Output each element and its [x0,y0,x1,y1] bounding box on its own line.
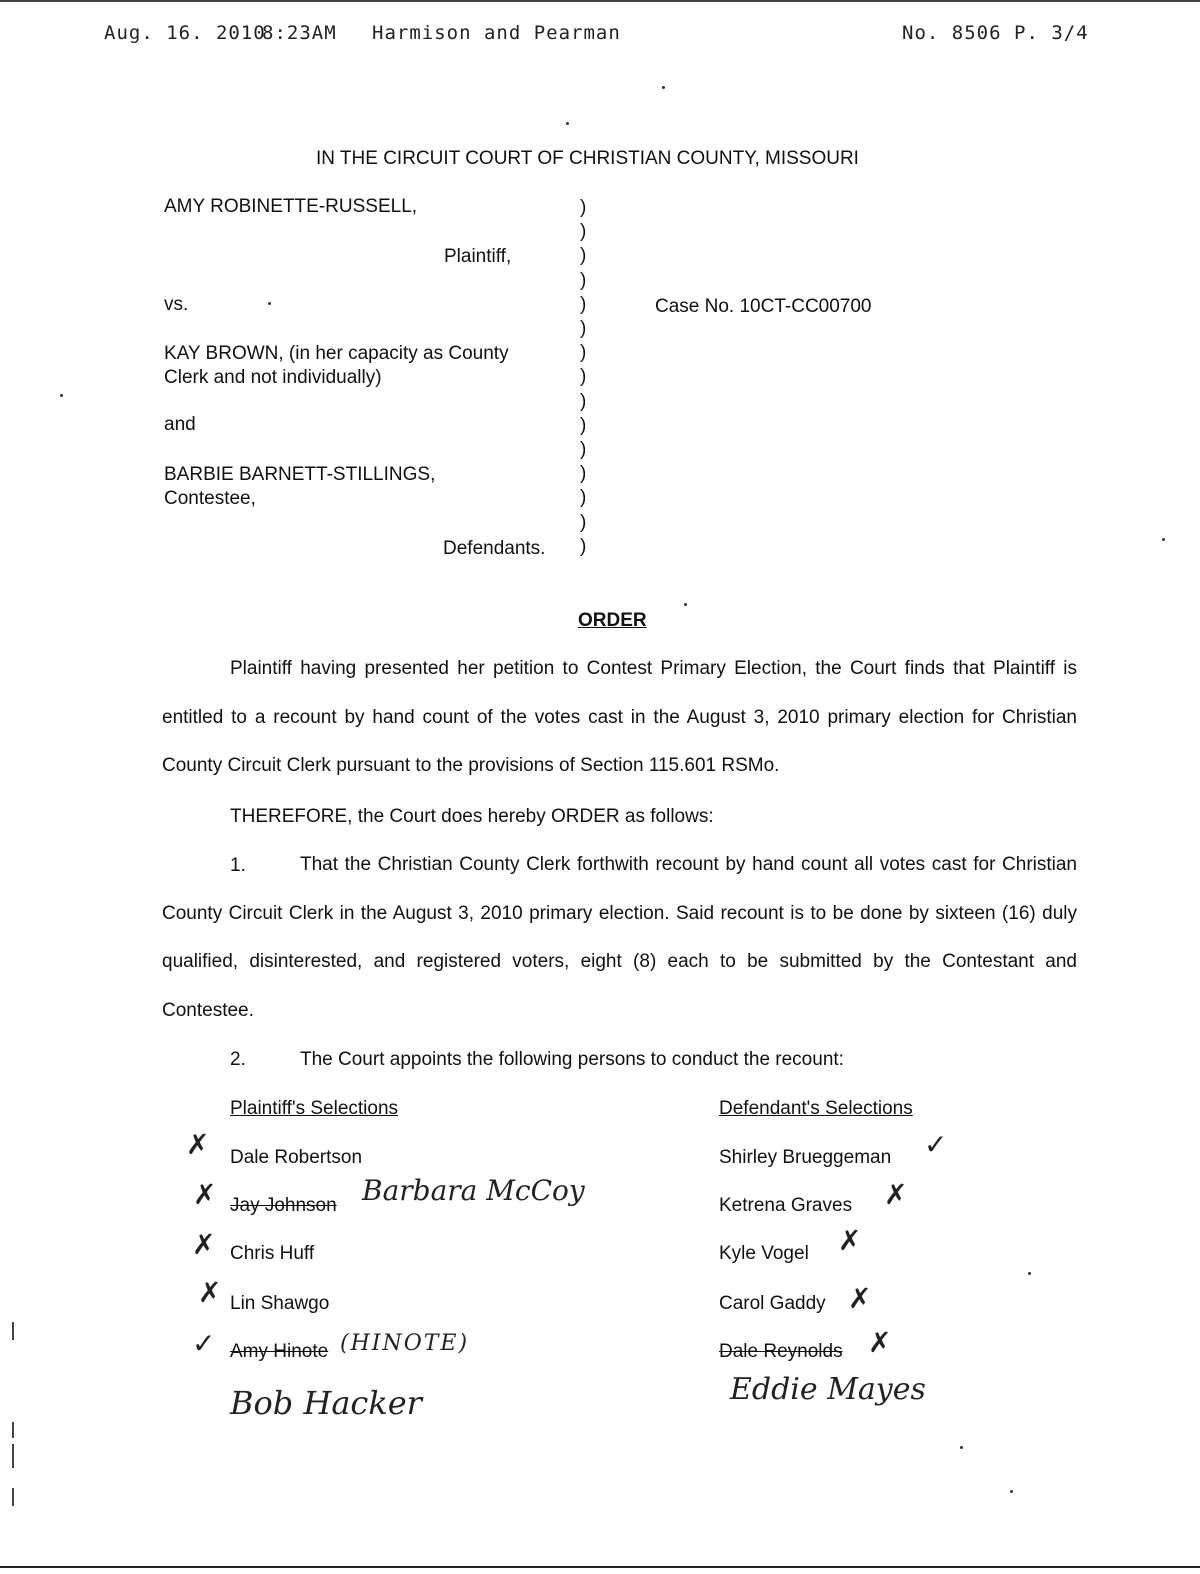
plaintiff-role: Plaintiff, [444,246,512,267]
versus-label: vs. [164,294,189,315]
plaintiff-selections-heading: Plaintiff's Selections [230,1098,399,1119]
item2-text: The Court appoints the following persons to conduct the recount: [300,1049,844,1070]
scan-speck [566,122,569,125]
caption-parenthesis-column: ) ) ) ) ) ) ) ) ) ) ) ) ) ) ) [580,197,587,557]
fax-number: No. 8506 [902,22,1002,44]
fax-date: Aug. 16. 2010 [104,22,266,44]
plaintiff-5-name: Amy Hinote [230,1341,329,1362]
item1-text: That the Christian County Clerk forthwith recount by hand count all votes cast for Christian County Circuit Clerk in the August 3, 2010 primary election. Said recount is to be done by sixteen (16) duly qualified, disinterested, and registered voters, eight (8) each to be submitted by the Contestant and Contestee. [162,854,1077,1021]
scan-top-border [0,0,1200,2]
scan-edge-mark [12,1322,14,1340]
plaintiff-4-name: Lin Shawgo [230,1293,330,1314]
scan-speck [662,86,665,89]
plaintiff-3-mark: ✗ [192,1228,216,1261]
order-heading: ORDER [578,610,647,631]
therefore-line: THEREFORE, the Court does hereby ORDER as follows: [230,806,714,827]
defendant-1-mark: ✓ [924,1128,948,1161]
defendant-1-name: Shirley Brueggeman [719,1147,892,1168]
plaintiff-added-handwritten: Bob Hacker [230,1384,422,1422]
scan-speck [1028,1272,1031,1275]
fax-sender: Harmison and Pearman [372,22,621,44]
scan-speck [268,302,271,305]
defendant2-role: Contestee, [164,488,256,509]
plaintiff-2-mark: ✗ [193,1178,217,1211]
defendants-label: Defendants. [443,538,546,559]
defendant-selections-heading: Defendant's Selections [719,1098,913,1119]
plaintiff-5-note-handwritten: (HINOTE) [340,1331,470,1356]
plaintiff-2-replacement-handwritten: Barbara McCoy [362,1174,585,1207]
scan-speck [684,603,687,606]
defendant-2-name: Ketrena Graves [719,1195,853,1216]
scan-speck [60,394,63,397]
plaintiff-2-name: Jay Johnson [230,1195,337,1216]
defendant1-line1: KAY BROWN, (in her capacity as County [164,343,509,364]
plaintiff-1-name: Dale Robertson [230,1147,363,1168]
plaintiff-4-mark: ✗ [198,1276,222,1309]
court-title: IN THE CIRCUIT COURT OF CHRISTIAN COUNTY, MISSOURI [316,148,859,169]
conjunction-and: and [164,414,196,435]
defendant-4-name: Carol Gaddy [719,1293,826,1314]
finding-paragraph: Plaintiff having presented her petition to Contest Primary Election, the Court finds that Plaintiff is entitled to a recount by hand count of the votes cast in the August 3, 2010 primary election for Christian County Circuit Clerk pursuant to the provisions of Section 115.601 RSMo. [162,658,1077,776]
fax-page: P. 3/4 [1014,22,1089,44]
fax-time: 8:23AM [262,22,337,44]
defendant-3-mark: ✗ [838,1224,862,1257]
defendant-2-mark: ✗ [884,1178,908,1211]
scan-speck [1162,538,1165,541]
scan-edge-mark [12,1422,14,1438]
defendant2-name: BARBIE BARNETT-STILLINGS, [164,464,436,485]
defendant1-line2: Clerk and not individually) [164,367,382,388]
defendant-5-mark: ✗ [868,1326,892,1359]
scan-speck [1010,1490,1013,1493]
defendant-4-mark: ✗ [848,1282,872,1315]
scan-edge-mark [12,1444,14,1468]
scan-speck [960,1446,963,1449]
item2-number: 2. [230,1049,246,1070]
plaintiff-name: AMY ROBINETTE-RUSSELL, [164,196,418,217]
plaintiff-5-mark: ✓ [192,1327,216,1360]
plaintiff-1-mark: ✗ [186,1128,210,1161]
plaintiff-3-name: Chris Huff [230,1243,315,1264]
defendant-added-handwritten: Eddie Mayes [730,1372,926,1407]
scan-bottom-border [0,1566,1200,1568]
defendant-3-name: Kyle Vogel [719,1243,809,1264]
item1-number: 1. [230,855,246,876]
case-number: Case No. 10CT-CC00700 [655,296,872,317]
defendant-5-name: Dale Reynolds [719,1341,843,1362]
scan-edge-mark [12,1488,14,1506]
